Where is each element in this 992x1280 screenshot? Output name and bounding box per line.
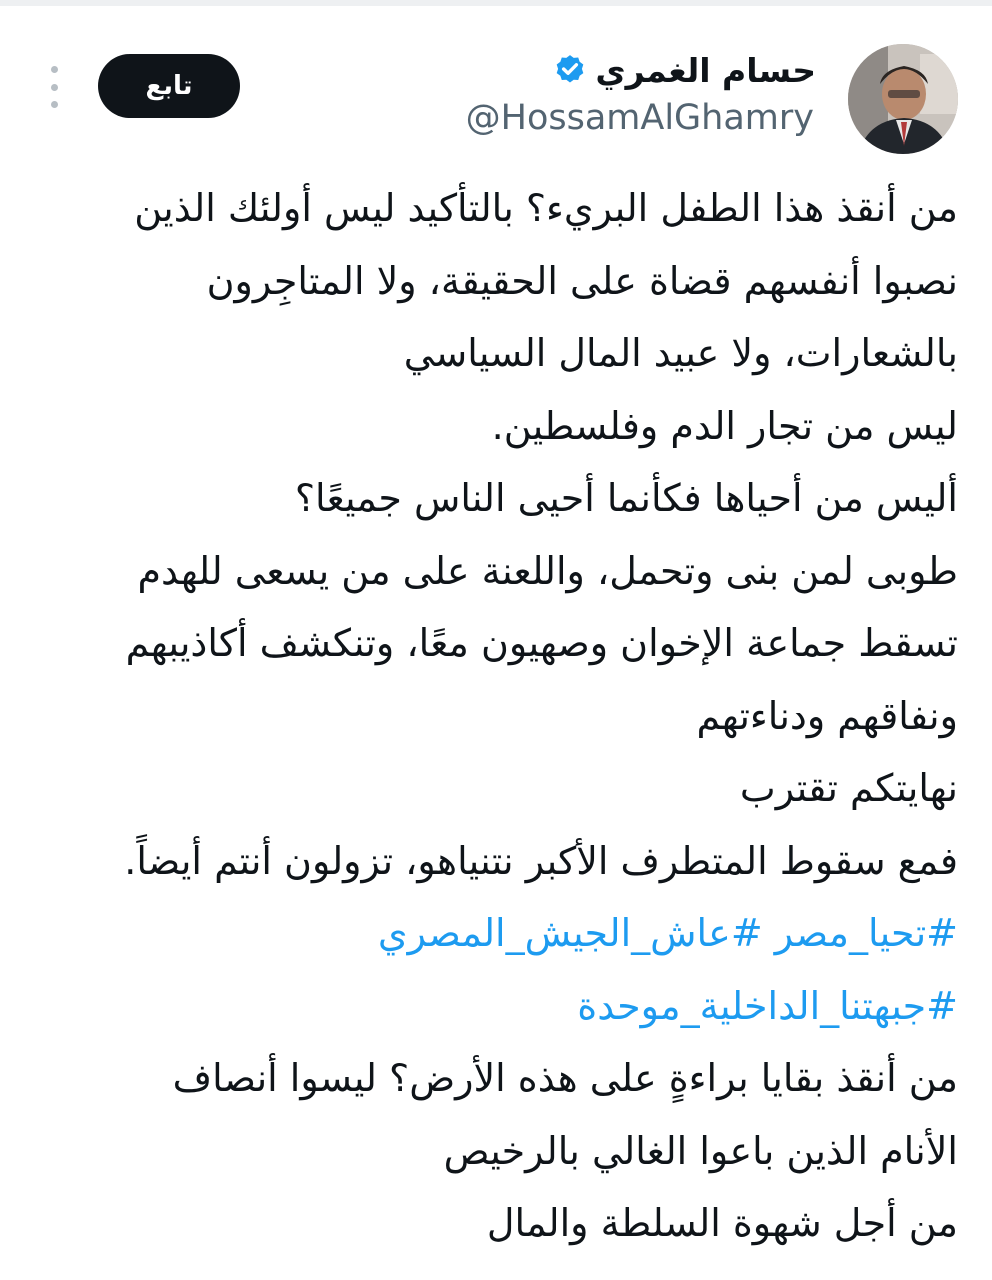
user-name-row [553, 48, 816, 92]
profile-photo [848, 44, 958, 154]
hashtag-link[interactable]: #تحيا_مصر #عاش_الجيش_المصري [377, 911, 958, 955]
top-divider [0, 0, 992, 6]
more-dot [51, 66, 58, 73]
user-handle[interactable]: @HossamAlGhamry [465, 98, 814, 138]
avatar[interactable] [848, 44, 958, 154]
tweet-line: ونفاقهم ودناءتهم [696, 693, 958, 738]
tweet-line: من أنقذ هذا الطفل البريء؟ بالتأكيد ليس أولئك الذين [134, 186, 958, 230]
tweet-line: تسقط جماعة الإخوان وصهيون معًا، وتنكشف أكاذيبهم [125, 621, 958, 665]
tweet-line: بالشعارات، ولا عبيد المال السياسي [403, 331, 958, 375]
more-options-icon[interactable] [44, 66, 64, 108]
more-dot [51, 101, 58, 108]
tweet-line: من أنقذ بقايا براءةٍ على هذه الأرض؟ ليسوا أنصاف [172, 1056, 958, 1100]
verified-badge-icon [553, 53, 587, 87]
tweet-line: طوبى لمن بنى وتحمل، واللعنة على من يسعى للهدم [137, 548, 958, 593]
tweet-text [28, 172, 958, 1260]
tweet-line: فمع سقوط المتطرف الأكبر نتنياهو، تزولون أنتم أيضاً. [124, 838, 958, 883]
tweet-line: أليس من أحياها فكأنما أحيى الناس جميعًا؟ [294, 476, 958, 520]
tweet-line: نصبوا أنفسهم قضاة على الحقيقة، ولا المتاجِرون [206, 258, 958, 303]
more-dot [51, 84, 58, 91]
tweet-line: ليس من تجار الدم وفلسطين. [491, 403, 958, 448]
follow-button[interactable]: تابع [98, 54, 240, 118]
tweet-line: الأنام الذين باعوا الغالي بالرخيص [443, 1128, 958, 1173]
tweet-line: نهايتكم تقترب [739, 766, 958, 810]
display-name[interactable]: حسام الغمري [595, 50, 816, 90]
hashtag-link[interactable]: #جبهتنا_الداخلية_موحدة [577, 983, 958, 1028]
tweet-line: من أجل شهوة السلطة والمال [486, 1201, 958, 1245]
